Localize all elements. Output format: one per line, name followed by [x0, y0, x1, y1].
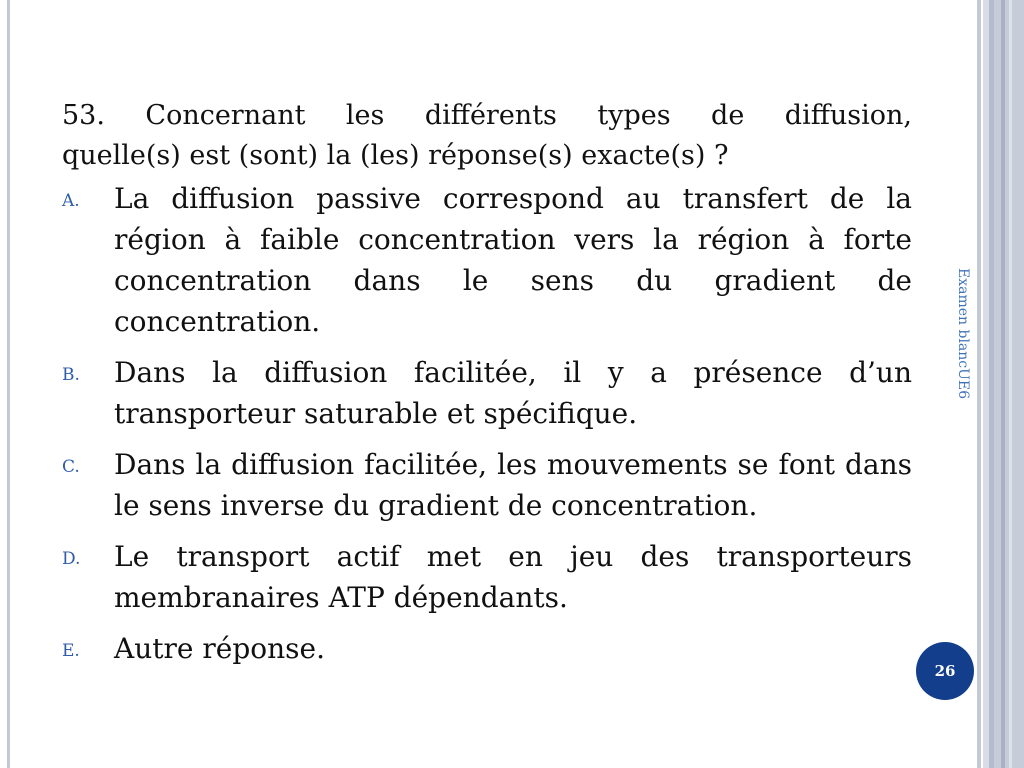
answer-text: Le transport actif met en jeu des transporteurs membranaires ATP dépendants. — [114, 540, 912, 614]
answer-item-d — [62, 536, 912, 618]
answer-letter: B. — [62, 365, 80, 385]
answer-text: La diffusion passive correspond au transfert de la région à faible concentration vers la région à forte concentration dans le sens du gradient de concentration. — [114, 182, 912, 338]
answer-letter: E. — [62, 641, 80, 661]
answer-text: Dans la diffusion facilitée, il y a présence d’un transporteur saturable et spécifique. — [114, 356, 912, 430]
right-decoration-band — [1001, 0, 1005, 768]
question-line-1: 53. Concernant les différents types de diffusion, — [62, 100, 912, 131]
answer-item-c — [62, 444, 912, 526]
answer-text: Autre réponse. — [114, 632, 325, 665]
answer-letter: D. — [62, 549, 81, 569]
answer-letter: C. — [62, 457, 80, 477]
answer-text: Dans la diffusion facilitée, les mouvements se font dans le sens inverse du gradient de concentration. — [114, 448, 912, 522]
slide-content — [62, 96, 912, 679]
page-number-badge: 26 — [916, 642, 974, 700]
left-border — [7, 0, 10, 768]
answer-letter: A. — [62, 191, 80, 211]
question-line-2: quelle(s) est (sont) la (les) réponse(s) exacte(s) ? — [62, 140, 729, 171]
question-text — [62, 96, 912, 176]
footer-side-label: Examen blancUE6 — [955, 268, 971, 400]
answer-item-b — [62, 352, 912, 434]
right-decoration-band — [1009, 0, 1012, 768]
answer-list — [62, 178, 912, 669]
answer-item-e — [62, 628, 912, 669]
right-decoration-band — [977, 0, 981, 768]
answer-item-a — [62, 178, 912, 342]
